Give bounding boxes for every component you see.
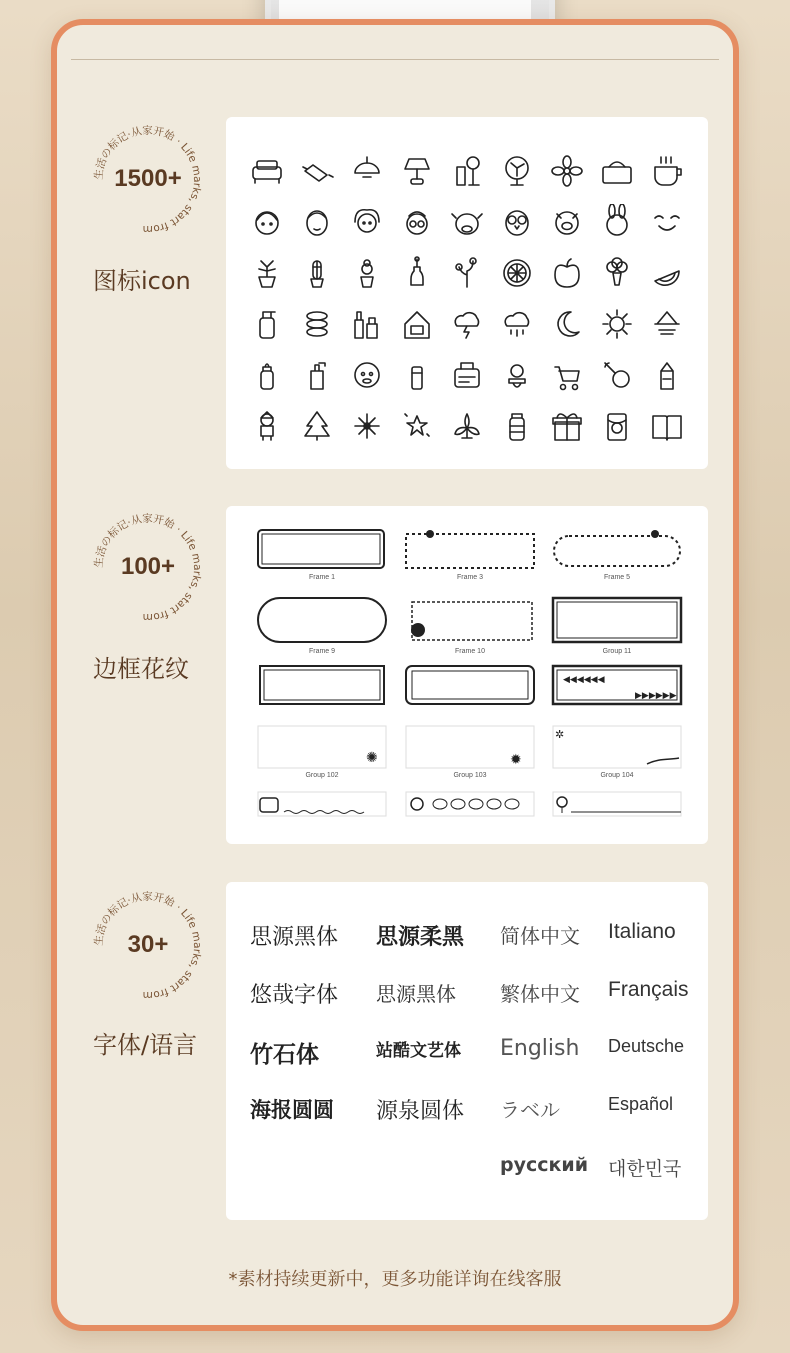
divider: [71, 59, 719, 60]
frame-clouds-strip-graphic: [404, 790, 536, 818]
group-11: [551, 594, 683, 658]
group-11-graphic: [551, 594, 683, 646]
frame-label: Frame 9: [308, 648, 336, 655]
sofa-icon: [242, 145, 292, 196]
fonts-panel: [226, 882, 708, 1220]
tape-roll-icon: [292, 298, 342, 349]
group-104: [551, 724, 683, 784]
content-card: [51, 19, 739, 1331]
milk-can-icon: [642, 349, 692, 400]
frame-10: [404, 594, 536, 658]
bouquet-icon: [442, 247, 492, 298]
lang-spanish: Español: [608, 1094, 674, 1114]
frame-tv-strip-graphic: [256, 790, 388, 818]
footnote: *素材持续更新中，更多功能详询在线客服: [228, 1269, 562, 1290]
stars-icon: [392, 400, 442, 451]
font-sample-siyuan-heiti-2: 思源黑体: [376, 982, 456, 1006]
frames-count: 100+: [120, 553, 176, 580]
coffee-cup-icon: [642, 145, 692, 196]
cactus-icon: [292, 247, 342, 298]
floor-lamp-icon: [442, 145, 492, 196]
svg-text:✺: ✺: [366, 750, 378, 766]
frame-9: [256, 594, 388, 658]
cosmetics-icon: [342, 298, 392, 349]
pacifier-icon: [492, 349, 542, 400]
fleur-de-lis-icon: [442, 400, 492, 451]
lang-traditional-chinese: 繁体中文: [500, 982, 580, 1006]
frame-1-graphic: [256, 526, 388, 572]
grandma-icon: [392, 196, 442, 247]
icons-panel: [226, 117, 708, 469]
red-envelope-icon: [592, 400, 642, 451]
frame-label: Group 103: [453, 772, 487, 779]
range-hood-icon: [642, 298, 692, 349]
frame-clouds-strip: [404, 790, 536, 820]
group-102: [256, 724, 388, 784]
frame-label: Frame 10: [455, 648, 485, 655]
font-sample-zhushi: 竹石体: [250, 1041, 319, 1068]
svg-text:✹: ✹: [510, 752, 522, 768]
frame-label: Frame 5: [603, 574, 631, 581]
font-sample-yuanquan-yuanti: 源泉圆体: [376, 1099, 465, 1124]
baby-face-icon: [342, 349, 392, 400]
santa-icon: [242, 400, 292, 451]
lang-simplified-chinese: 简体中文: [500, 924, 580, 948]
font-sample-siyuan-rouhei: 思源柔黑: [376, 925, 465, 950]
frame-ornate-2-graphic: [404, 662, 536, 708]
lang-russian: русский: [500, 1154, 589, 1176]
frame-ornate-2: [404, 662, 536, 712]
svg-text:✲: ✲: [555, 728, 565, 741]
svg-text:生活の标记·从家开始 · Life marks, start: 生活の标记·从家开始 · Life marks, start from: [92, 890, 204, 1002]
fan-icon: [492, 145, 542, 196]
group-104-graphic: [551, 724, 683, 770]
fonts-count-badge: [89, 887, 207, 1005]
font-sample-siyuan-heiti: 思源黑体: [250, 925, 339, 950]
table-lamp-icon: [392, 145, 442, 196]
frame-5: [551, 526, 683, 586]
fonts-label: 字体/语言: [93, 1031, 198, 1059]
font-sample-youzai: 悠哉字体: [250, 983, 339, 1008]
christmas-tree-icon: [292, 400, 342, 451]
watermelon-icon: [642, 247, 692, 298]
lang-english: English: [500, 1036, 580, 1061]
frame-label: Group 102: [305, 772, 339, 779]
fireworks-icon: [342, 400, 392, 451]
sun-icon: [592, 298, 642, 349]
frames-label: 边框花纹: [93, 655, 189, 683]
man-face-icon: [292, 196, 342, 247]
frame-1: [256, 526, 388, 586]
frame-label: Group 104: [600, 772, 634, 779]
frame-trees-strip-graphic: [551, 790, 683, 818]
bottle-jar-icon: [492, 400, 542, 451]
pig-icon: [542, 196, 592, 247]
thunder-cloud-icon: [442, 298, 492, 349]
frame-3: [404, 526, 536, 586]
book-icon: [642, 400, 692, 451]
font-sample-haibao-yuanyuan: 海报圆圆: [250, 1098, 334, 1122]
svg-text:生活の标记·从家开始 · Life marks, start: 生活の标记·从家开始 · Life marks, start from: [92, 512, 204, 624]
svg-text:◀◀◀◀◀◀: ◀◀◀◀◀◀: [563, 675, 605, 685]
svg-text:生活の标记·从家开始 · Life marks, start: 生活の标记·从家开始 · Life marks, start from: [92, 124, 204, 236]
frame-arrows: [551, 662, 683, 712]
orange-slice-icon: [492, 247, 542, 298]
svg-text:▶▶▶▶▶▶: ▶▶▶▶▶▶: [635, 691, 677, 701]
lang-italian: Italiano: [608, 920, 676, 943]
frames-panel: [226, 506, 708, 844]
ceiling-lamp-icon: [342, 145, 392, 196]
lang-korean: 대한민국: [608, 1158, 682, 1180]
frame-3-graphic: [404, 526, 536, 572]
lang-german: Deutsche: [608, 1036, 685, 1056]
icons-count-badge: [89, 121, 207, 239]
rabbit-icon: [592, 196, 642, 247]
frame-5-graphic: [551, 526, 683, 572]
icons-count: 1500+: [114, 165, 182, 192]
lotion-bottle-icon: [242, 298, 292, 349]
baby-bottle-icon: [242, 349, 292, 400]
frame-label: Group 11: [602, 648, 632, 655]
frames-count-badge: [89, 509, 207, 627]
group-103-graphic: [404, 724, 536, 770]
vase-icon: [392, 247, 442, 298]
frame-9-graphic: [256, 594, 388, 646]
lang-japanese: ラベル: [500, 1098, 560, 1122]
salt-shaker-icon: [392, 349, 442, 400]
broccoli-icon: [592, 247, 642, 298]
frame-label: Frame 3: [456, 574, 484, 581]
curly-girl-icon: [342, 196, 392, 247]
boy-face-icon: [242, 196, 292, 247]
moon-icon: [542, 298, 592, 349]
potted-plant-icon: [242, 247, 292, 298]
smiley-icon: [642, 196, 692, 247]
cabinet-icon: [392, 298, 442, 349]
rain-cloud-icon: [492, 298, 542, 349]
icons-label: 图标icon: [93, 267, 191, 295]
lang-french: Français: [608, 978, 689, 1001]
flower-icon: [542, 145, 592, 196]
cow-icon: [442, 196, 492, 247]
flower-pot-icon: [342, 247, 392, 298]
group-103: [404, 724, 536, 784]
pump-bottle-icon: [292, 349, 342, 400]
apple-icon: [542, 247, 592, 298]
frame-arrows-graphic: [551, 662, 683, 708]
gift-box-icon: [542, 400, 592, 451]
fonts-count: 30+: [127, 931, 169, 958]
frame-label: Frame 1: [308, 574, 336, 581]
frame-tv-strip: [256, 790, 388, 820]
pacifier-ring-icon: [592, 349, 642, 400]
frame-ornate-1: [256, 662, 388, 712]
frame-trees-strip: [551, 790, 683, 820]
font-sample-zhanku-wenyi: 站酷文艺体: [376, 1041, 461, 1061]
candy-icon: [292, 145, 342, 196]
group-102-graphic: [256, 724, 388, 770]
frame-10-graphic: [404, 594, 536, 646]
owl-icon: [492, 196, 542, 247]
stroller-icon: [542, 349, 592, 400]
id-card-icon: [442, 349, 492, 400]
tissue-box-icon: [592, 145, 642, 196]
frame-ornate-1-graphic: [256, 662, 388, 708]
icon-grid: [242, 145, 692, 451]
